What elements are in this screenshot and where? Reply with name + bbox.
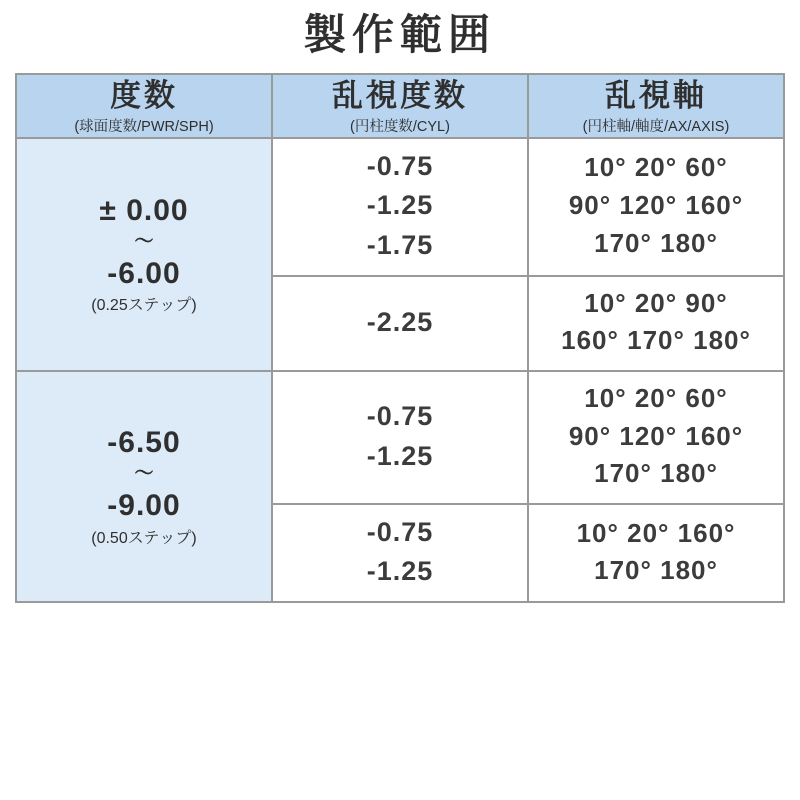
column-header-cylinder: [272, 74, 528, 139]
axis-content-3: [529, 372, 783, 503]
column-header-axis-main: 乱視軸: [605, 77, 707, 113]
axis-cell-3: [528, 371, 784, 504]
table-body: [16, 138, 784, 602]
cylinder-cell-4: [272, 504, 528, 602]
axis-line: 160° 170° 180°: [561, 325, 751, 356]
cylinder-content-1: [273, 139, 527, 274]
table-row: [16, 138, 784, 275]
cylinder-content-4: [273, 505, 527, 601]
power-tilde-2: 〜: [134, 463, 154, 485]
power-from-1: ± 0.00: [99, 193, 189, 227]
cylinder-value: -0.75: [366, 151, 434, 182]
manufacturing-range-table: [15, 73, 785, 604]
power-range-cell-1: [16, 138, 272, 371]
table-row: [16, 371, 784, 504]
power-range-cell-2: [16, 371, 272, 602]
cylinder-value: -1.25: [366, 440, 434, 471]
cylinder-value: -1.75: [366, 229, 434, 260]
cylinder-value: -0.75: [366, 517, 434, 548]
cylinder-content-2: [273, 295, 527, 352]
axis-content-4: [529, 507, 783, 600]
power-to-1: -6.00: [107, 256, 181, 290]
column-header-axis-sub: (円柱軸/軸度/AX/AXIS): [582, 119, 730, 136]
column-header-power-main: 度数: [110, 77, 178, 113]
cylinder-value: -1.25: [366, 190, 434, 221]
axis-line: 10° 20° 60°: [584, 152, 728, 183]
axis-line: 90° 120° 160°: [568, 190, 744, 221]
axis-line: 170° 180°: [594, 227, 718, 258]
power-from-2: -6.50: [107, 425, 181, 459]
axis-line: 10° 20° 60°: [584, 383, 728, 414]
power-to-2: -9.00: [107, 489, 181, 522]
power-tilde-1: 〜: [134, 231, 154, 253]
cylinder-value: -0.75: [366, 401, 434, 432]
column-header-axis: [528, 74, 784, 139]
column-header-cylinder-main: 乱視度数: [332, 77, 468, 113]
axis-content-1: [529, 141, 783, 272]
page-title: 製作範囲: [303, 11, 496, 58]
axis-cell-4: [528, 504, 784, 602]
cylinder-content-3: [273, 389, 527, 485]
cylinder-cell-2: [272, 276, 528, 371]
axis-cell-1: [528, 138, 784, 275]
column-header-power: [16, 74, 272, 139]
axis-line: 90° 120° 160°: [568, 420, 744, 451]
cylinder-value: -2.25: [366, 306, 434, 337]
axis-line: 10° 20° 160°: [576, 517, 736, 548]
column-header-cylinder-sub: (円柱度数/CYL): [350, 119, 450, 136]
axis-line: 170° 180°: [594, 458, 718, 489]
axis-cell-2: [528, 276, 784, 371]
axis-content-2: [529, 277, 783, 370]
power-step-1: (0.25ステップ): [91, 297, 197, 315]
table-header: [16, 74, 784, 139]
axis-line: 170° 180°: [594, 555, 718, 586]
power-step-2: (0.50ステップ): [91, 529, 197, 547]
column-header-power-sub: (球面度数/PWR/SPH): [74, 119, 214, 136]
header-row: [16, 74, 784, 139]
power-range-content-2: [17, 416, 271, 558]
power-range-content-1: [17, 184, 271, 326]
cylinder-cell-3: [272, 371, 528, 504]
cylinder-cell-1: [272, 138, 528, 275]
axis-line: 10° 20° 90°: [584, 287, 728, 318]
cylinder-value: -1.25: [366, 556, 434, 587]
